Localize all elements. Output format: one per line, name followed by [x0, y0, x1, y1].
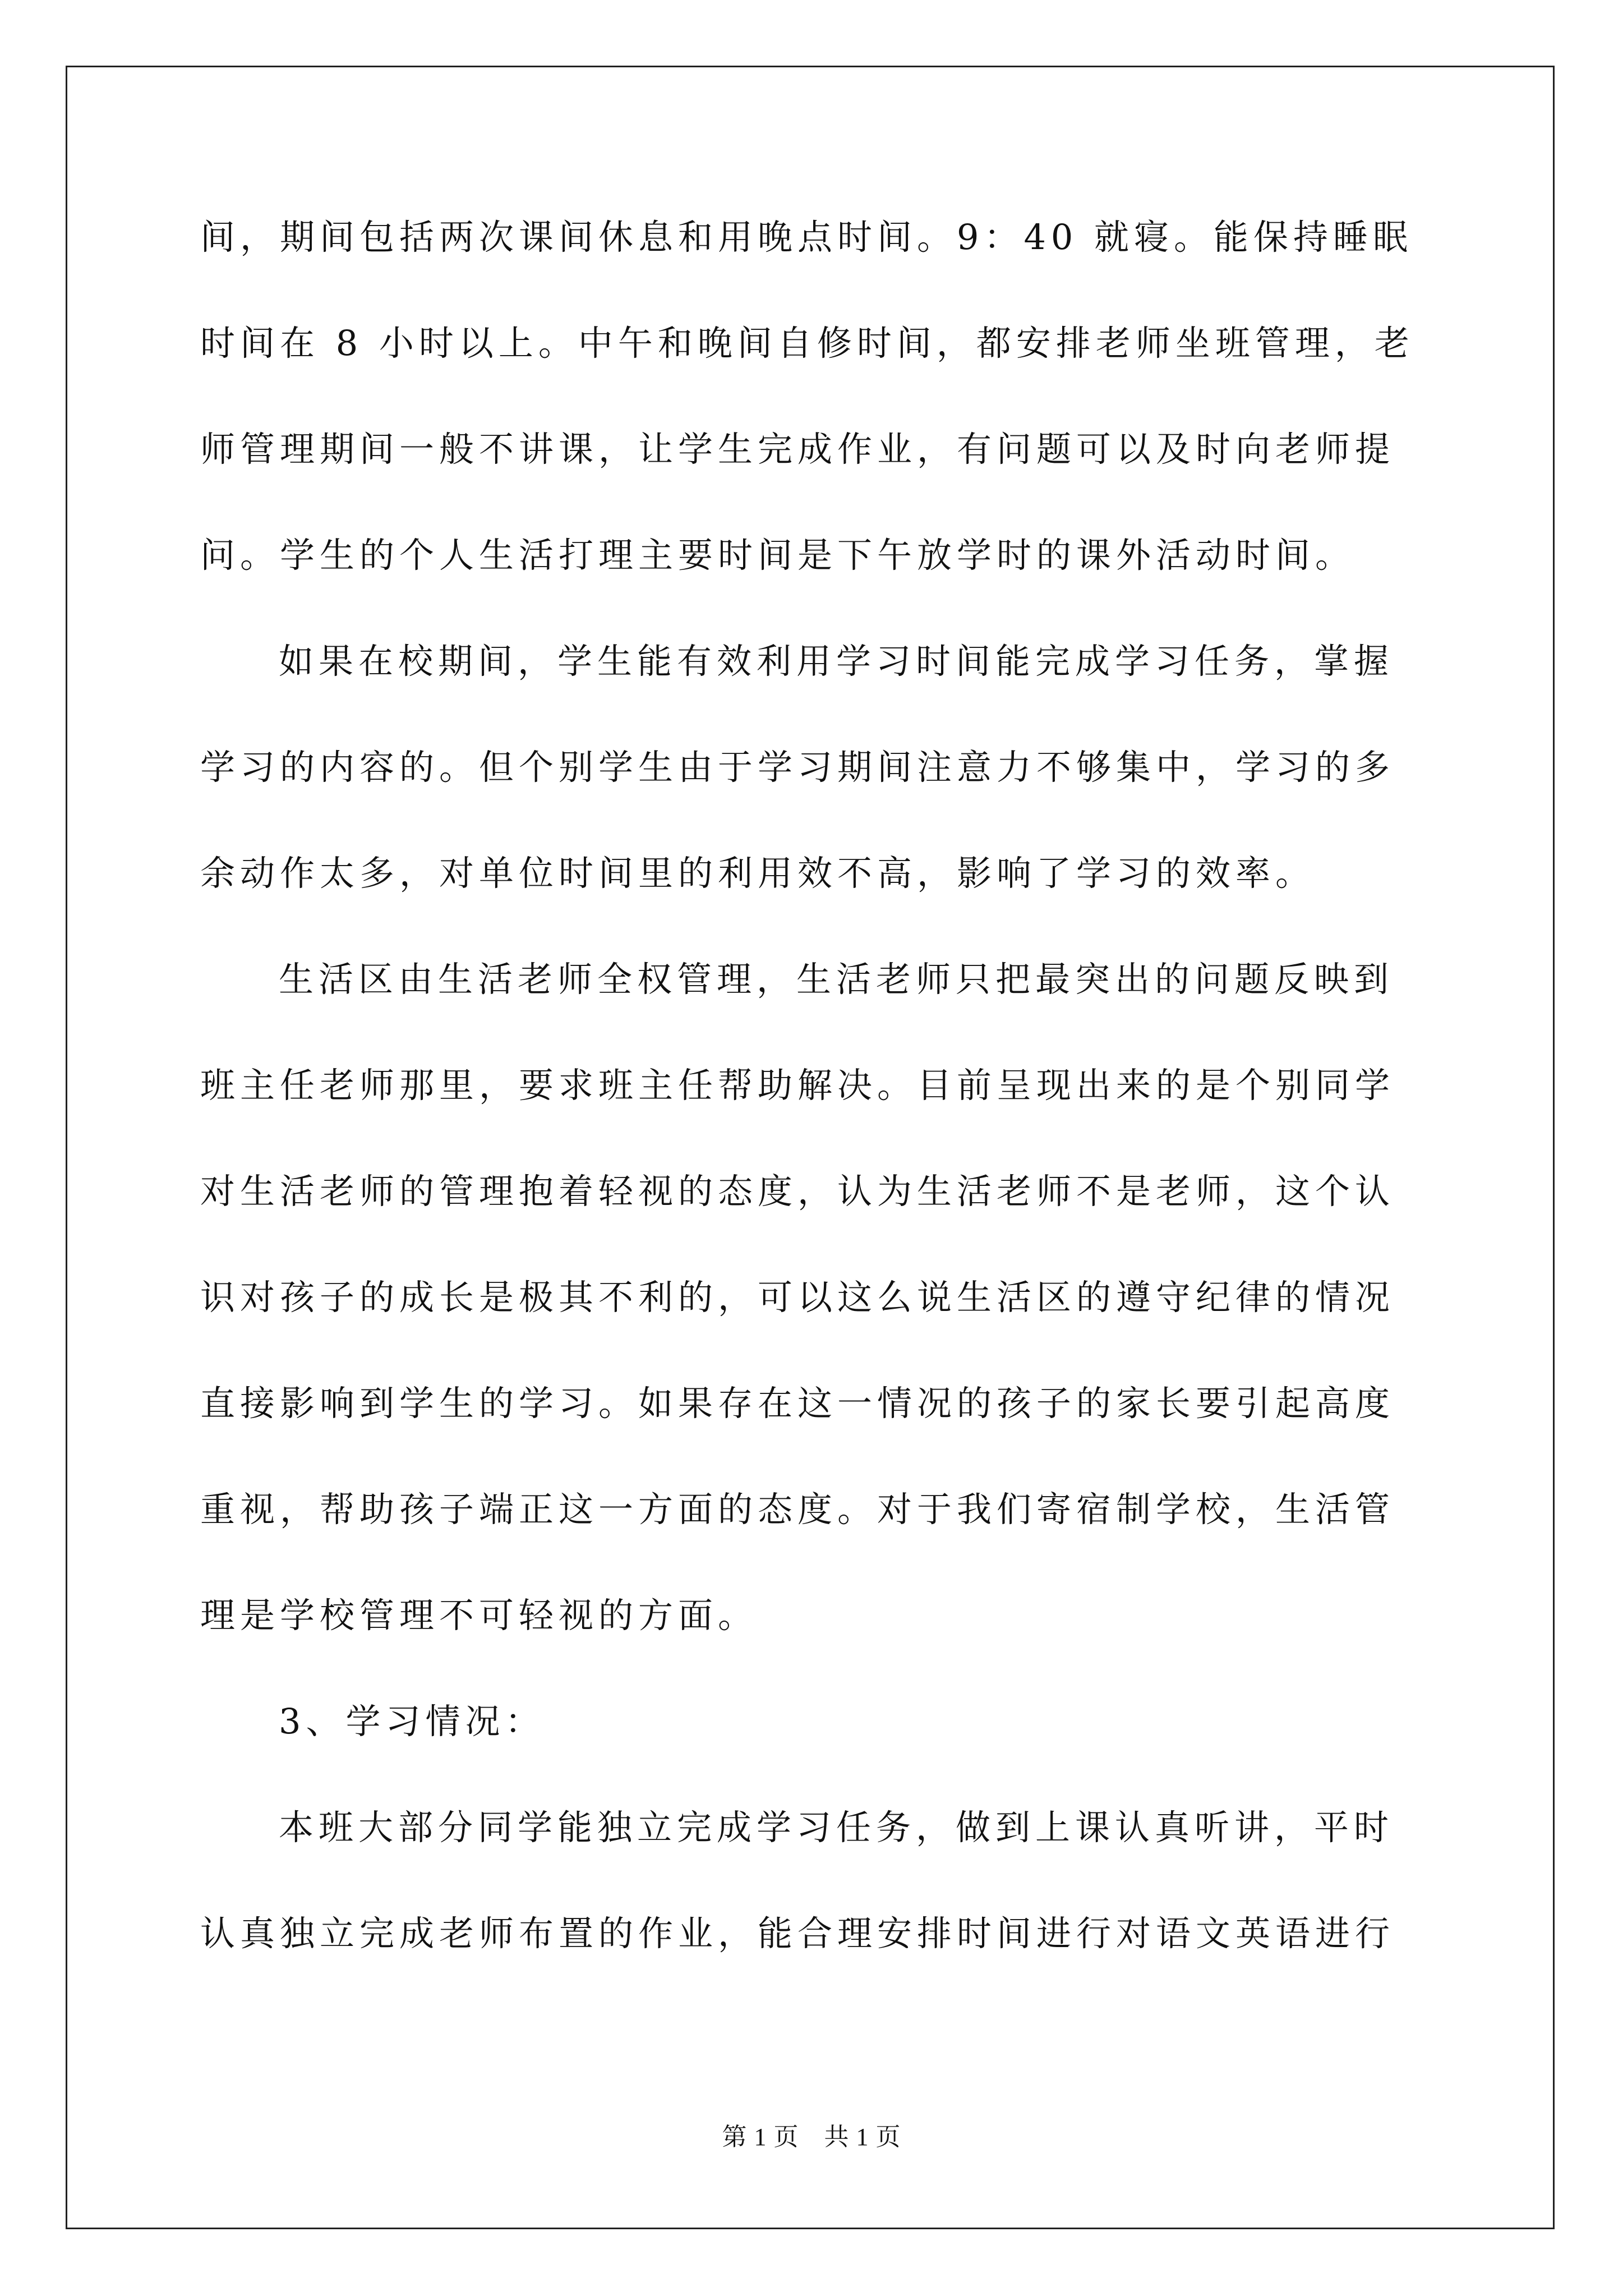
section-heading: 3、学习情况： — [279, 1701, 545, 1742]
text-line: 直接影响到学生的学习。如果存在这一情况的孩子的家长要引起高度 — [200, 1383, 1395, 1424]
text-line: 班主任老师那里，要求班主任帮助解决。目前呈现出来的是个别同学 — [200, 1065, 1395, 1106]
paragraph-first-line: 如果在校期间，学生能有效利用学习时间能完成学习任务，掌握 — [279, 641, 1394, 682]
text-line: 余动作太多，对单位时间里的利用效不高，影响了学习的效率。 — [200, 853, 1316, 894]
text-line: 间，期间包括两次课间休息和用晚点时间。9：40 就寝。能保持睡眠 — [200, 217, 1413, 257]
text-line: 问。学生的个人生活打理主要时间是下午放学时的课外活动时间。 — [200, 535, 1355, 576]
text-line: 师管理期间一般不讲课，让学生完成作业，有问题可以及时向老师提 — [200, 429, 1395, 470]
text-line: 识对孩子的成长是极其不利的，可以这么说生活区的遵守纪律的情况 — [200, 1277, 1395, 1318]
text-line: 理是学校管理不可轻视的方面。 — [200, 1595, 758, 1636]
text-line: 对生活老师的管理抱着轻视的态度，认为生活老师不是老师，这个认 — [200, 1171, 1395, 1212]
paragraph-first-line: 生活区由生活老师全权管理，生活老师只把最突出的问题反映到 — [279, 959, 1394, 1000]
text-line: 认真独立完成老师布置的作业，能合理安排时间进行对语文英语进行 — [200, 1913, 1395, 1954]
paragraph-first-line: 本班大部分同学能独立完成学习任务，做到上课认真听讲，平时 — [279, 1807, 1394, 1848]
page-footer: 第 1 页 共 1 页 — [722, 2123, 901, 2151]
text-line: 重视，帮助孩子端正这一方面的态度。对于我们寄宿制学校，生活管 — [200, 1489, 1395, 1530]
text-line: 学习的内容的。但个别学生由于学习期间注意力不够集中，学习的多 — [200, 747, 1395, 788]
text-line: 时间在 8 小时以上。中午和晚间自修时间，都安排老师坐班管理，老 — [200, 323, 1414, 364]
document-body — [200, 212, 1428, 2014]
